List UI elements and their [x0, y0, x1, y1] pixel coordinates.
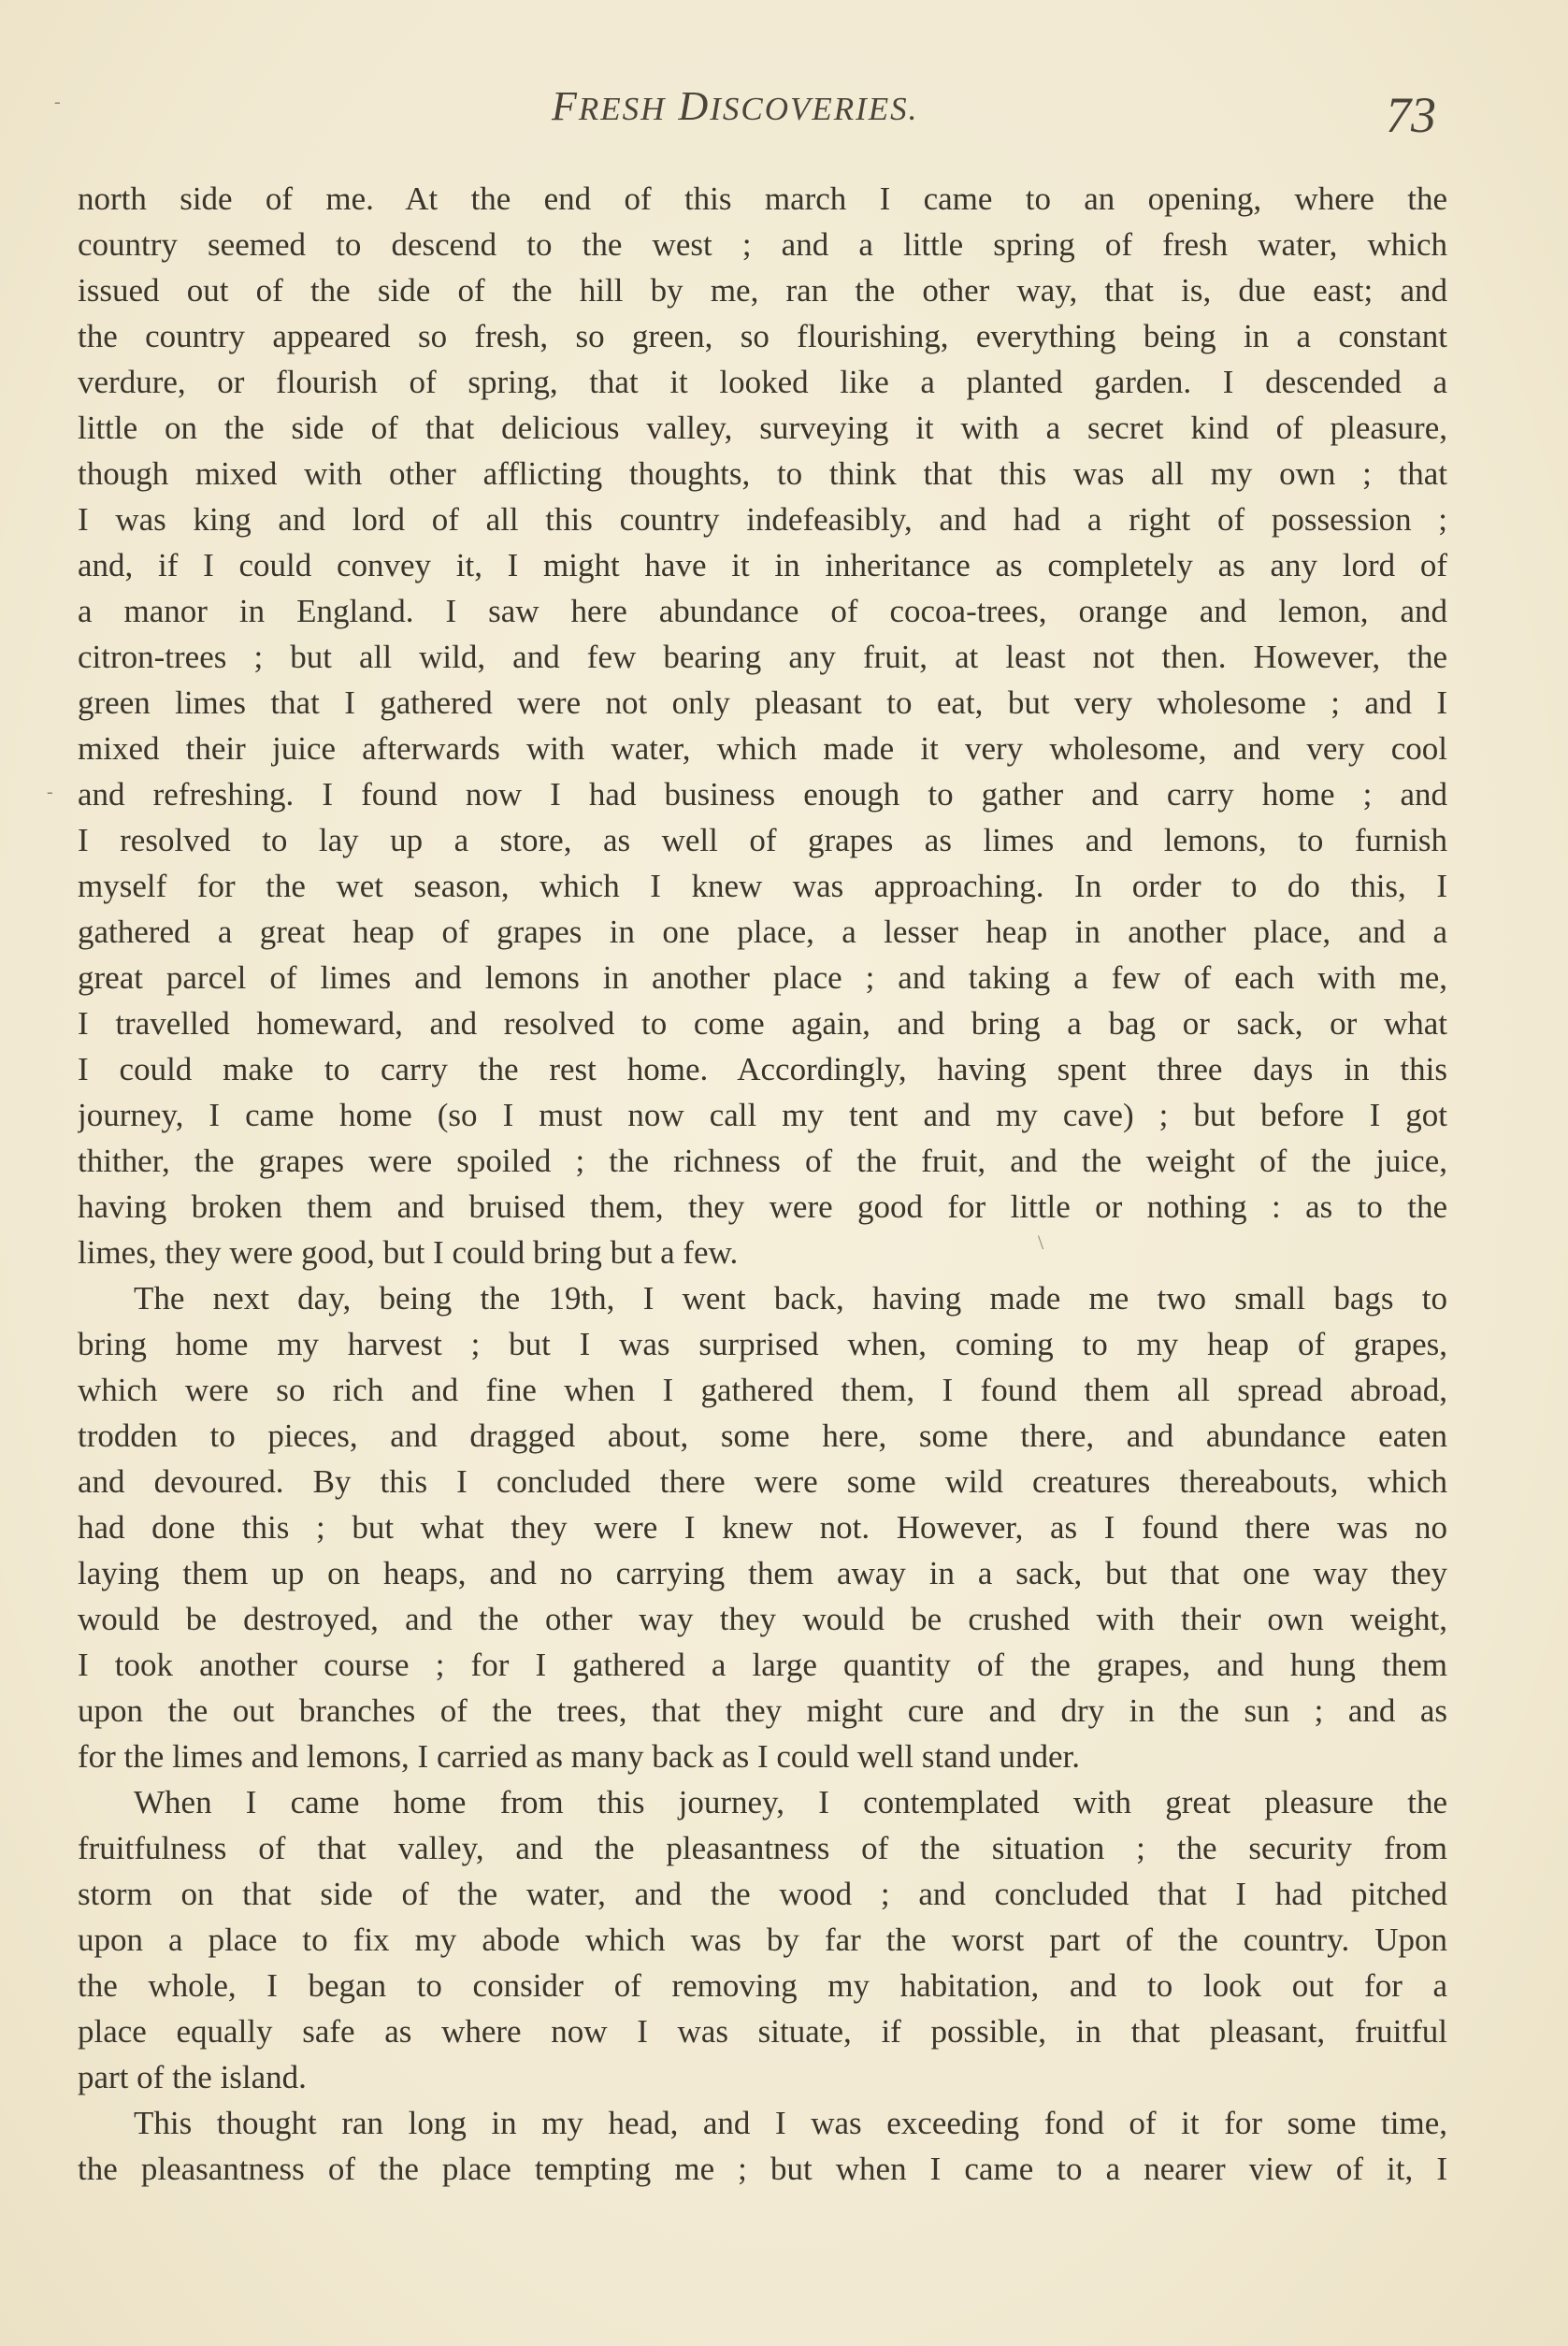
- running-head: [552, 82, 918, 130]
- running-head-word-2: ISCOVERIES.: [710, 91, 919, 127]
- text-line: journey, I came home (so I must now call my tent and my cave) ; but before I got: [78, 1097, 1447, 1133]
- text-line: country seemed to descend to the west ; and a little spring of fresh water, which: [78, 226, 1447, 263]
- text-line: I could make to carry the rest home. Accordingly, having spent three days in this: [78, 1051, 1447, 1087]
- text-line: trodden to pieces, and dragged about, some here, some there, and abundance eaten: [78, 1418, 1447, 1454]
- print-speck: \: [1038, 1231, 1044, 1254]
- text-line: and devoured. By this I concluded there were some wild creatures thereabouts, which: [78, 1463, 1447, 1500]
- text-line: fruitfulness of that valley, and the pleasantness of the situation ; the security from: [78, 1830, 1447, 1866]
- text-line: bring home my harvest ; but I was surprised when, coming to my heap of grapes,: [78, 1326, 1447, 1362]
- text-line: a manor in England. I saw here abundance of cocoa-trees, orange and lemon, and: [78, 593, 1447, 629]
- text-line: the whole, I began to consider of removing my habitation, and to look out for a: [78, 1967, 1447, 2004]
- text-line: green limes that I gathered were not only pleasant to eat, but very wholesome ; and I: [78, 684, 1447, 721]
- text-line: mixed their juice afterwards with water, which made it very wholesome, and very cool: [78, 730, 1447, 767]
- text-line: part of the island.: [78, 2059, 307, 2095]
- text-line: the country appeared so fresh, so green, so flourishing, everything being in a constant: [78, 318, 1447, 354]
- margin-speck: -: [47, 782, 53, 802]
- body-text: [78, 176, 1447, 2192]
- text-line: I resolved to lay up a store, as well of grapes as limes and lemons, to furnish: [78, 822, 1447, 858]
- text-line: laying them up on heaps, and no carrying them away in a sack, but that one way they: [78, 1555, 1447, 1591]
- running-head-word-1: RESH: [578, 91, 667, 127]
- text-line: place equally safe as where now I was situate, if possible, in that pleasant, fruitful: [78, 2013, 1447, 2050]
- text-line: north side of me. At the end of this march I came to an opening, where the: [78, 180, 1447, 217]
- text-line: upon a place to fix my abode which was by far the worst part of the country. Upon: [78, 1921, 1447, 1958]
- running-head-initial-2: D: [678, 83, 711, 129]
- text-line: great parcel of limes and lemons in another place ; and taking a few of each with me,: [78, 959, 1447, 996]
- text-line: The next day, being the 19th, I went back, having made me two small bags to: [134, 1280, 1447, 1317]
- text-line: would be destroyed, and the other way they would be crushed with their own weight,: [78, 1601, 1447, 1637]
- text-line: issued out of the side of the hill by me, ran the other way, that is, due east; and: [78, 272, 1447, 309]
- text-line: gathered a great heap of grapes in one place, a lesser heap in another place, and a: [78, 914, 1447, 950]
- text-line: I took another course ; for I gathered a large quantity of the grapes, and hung them: [78, 1647, 1447, 1683]
- page-number: 73: [1386, 87, 1436, 143]
- text-line: myself for the wet season, which I knew was approaching. In order to do this, I: [78, 868, 1447, 904]
- text-line: the pleasantness of the place tempting me ; but when I came to a nearer view of it, I: [78, 2151, 1447, 2187]
- text-line: had done this ; but what they were I knew not. However, as I found there was no: [78, 1509, 1447, 1546]
- text-line: thither, the grapes were spoiled ; the richness of the fruit, and the weight of the juice,: [78, 1143, 1447, 1179]
- text-line: When I came home from this journey, I contemplated with great pleasure the: [134, 1784, 1447, 1821]
- text-line: verdure, or flourish of spring, that it looked like a planted garden. I descended a: [78, 364, 1447, 400]
- text-line: I was king and lord of all this country indefeasibly, and had a right of possession ;: [78, 501, 1447, 538]
- text-line: This thought ran long in my head, and I was exceeding fond of it for some time,: [134, 2105, 1447, 2141]
- text-line: limes, they were good, but I could bring but a few.: [78, 1234, 739, 1271]
- text-line: for the limes and lemons, I carried as many back as I could well stand under.: [78, 1738, 1081, 1775]
- text-line: which were so rich and fine when I gathered them, I found them all spread abroad,: [78, 1372, 1447, 1408]
- text-line: I travelled homeward, and resolved to come again, and bring a bag or sack, or what: [78, 1005, 1447, 1042]
- text-line: storm on that side of the water, and the wood ; and concluded that I had pitched: [78, 1876, 1447, 1912]
- text-line: having broken them and bruised them, they were good for little or nothing : as to the: [78, 1188, 1447, 1225]
- text-line: upon the out branches of the trees, that they might cure and dry in the sun ; and as: [78, 1692, 1447, 1729]
- text-line: little on the side of that delicious valley, surveying it with a secret kind of pleasure,: [78, 410, 1447, 446]
- text-line: and, if I could convey it, I might have it in inheritance as completely as any lord of: [78, 547, 1447, 583]
- text-line: citron-trees ; but all wild, and few bearing any fruit, at least not then. However, the: [78, 639, 1447, 675]
- text-line: though mixed with other afflicting thoughts, to think that this was all my own ; that: [78, 455, 1447, 492]
- running-head-initial-1: F: [552, 83, 579, 129]
- margin-speck: -: [54, 92, 61, 112]
- text-line: and refreshing. I found now I had business enough to gather and carry home ; and: [78, 776, 1447, 813]
